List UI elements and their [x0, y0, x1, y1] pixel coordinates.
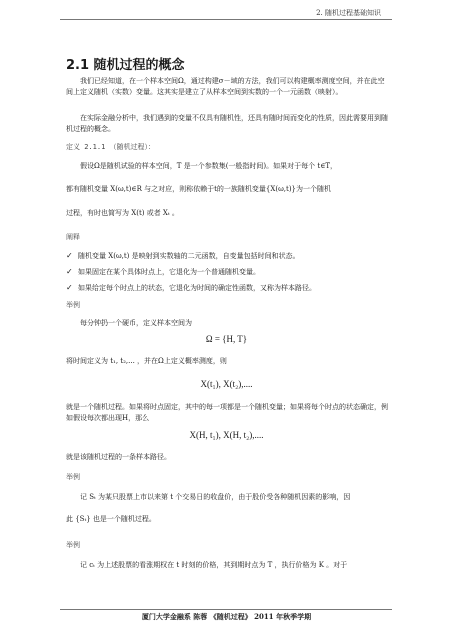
checkmark-icon: ✓	[66, 267, 73, 276]
explain-list	[66, 248, 396, 296]
example-3-label: 举例	[66, 541, 80, 549]
intro-paragraph-1: 我们已经知道，在一个样本空间Ω，通过构建σ－域的方法，我们可以构建概率测度空间，并在此空间上定义随机（实数）变量。这其实是建立了从样本空间到实数的一个一元函数（映射）。	[66, 77, 385, 96]
example-2-line-2: 此 {Sₜ} 也是一个随机过程。	[66, 515, 156, 523]
list-item: ✓ 如果固定在某个具体时点上，它退化为一个普通随机变量。	[66, 264, 396, 280]
example-2-line-1: 记 Sₜ 为某只股票上市以来第 t 个交易日的收盘价，由于股价受各种随机因素的影响，因	[80, 493, 351, 501]
checkmark-icon: ✓	[66, 251, 73, 260]
footer-rule	[60, 609, 392, 610]
definition-line-2: 都有随机变量 X(ω,t)∈R 与之对应，则称依赖于t的一族随机变量{X(ω,t)}为一个随机	[66, 185, 332, 193]
example-1-label: 举例	[66, 301, 80, 309]
list-item: ✓ 随机变量 X(ω,t) 是映射到实数轴的二元函数，自变量包括时间和状态。	[66, 248, 396, 264]
example-3-line-1: 记 cₜ 为上述股票的看涨期权在 t 时刻的价格，其到期时点为 T ，执行价格为 K 。对于	[80, 561, 348, 569]
definition-label: 定义 2.1.1 （随机过程）：	[66, 143, 156, 151]
running-header: 2. 随机过程基础知识	[316, 9, 381, 17]
header-rule	[60, 19, 392, 20]
list-item: ✓ 如果给定每个时点上的状态，它退化为时间的确定性函数，又称为样本路径。	[66, 280, 396, 296]
equation-sample-path: X(H, t₁), X(H, t₂),....	[189, 430, 264, 440]
example-1-line-2: 将时间定义为 t₁, t₂,... ，并在Ω上定义概率测度，则	[66, 357, 227, 365]
example-2-label: 举例	[66, 473, 80, 481]
equation-sample-space: Ω = {H, T}	[205, 334, 248, 344]
intro-paragraph-2: 在实际金融分析中，我们遇到的变量不仅具有随机性，还具有随时间而变化的性质，因此需要用到随机过程的概念。	[66, 114, 388, 133]
example-1-line-3: 就是该随机过程的一条样本路径。	[66, 453, 171, 461]
example-1-paragraph: 就是一个随机过程。如果将时点固定，其中的每一项都是一个随机变量；如果将每个时点的状态确定，例如假设每次都出现H，那么	[66, 403, 388, 422]
checkmark-icon: ✓	[66, 283, 73, 292]
definition-line-1: 假设Ω是随机试验的样本空间，T 是一个参数集(一般指时间)。如果对于每个 t∈T，	[80, 162, 338, 170]
section-title: 2.1 随机过程的概念	[66, 58, 185, 73]
explain-label: 阐释	[66, 233, 80, 241]
equation-process: X(t₁), X(t₂),....	[200, 379, 253, 389]
definition-line-3: 过程，有时也简写为 X(t) 或者 Xₜ 。	[66, 209, 179, 217]
page-footer: 厦门大学金融系 陈蓉 《随机过程》 2011 年秋季学期	[141, 612, 312, 621]
example-1-line-1: 每分钟扔一个硬币，定义样本空间为	[80, 319, 192, 327]
